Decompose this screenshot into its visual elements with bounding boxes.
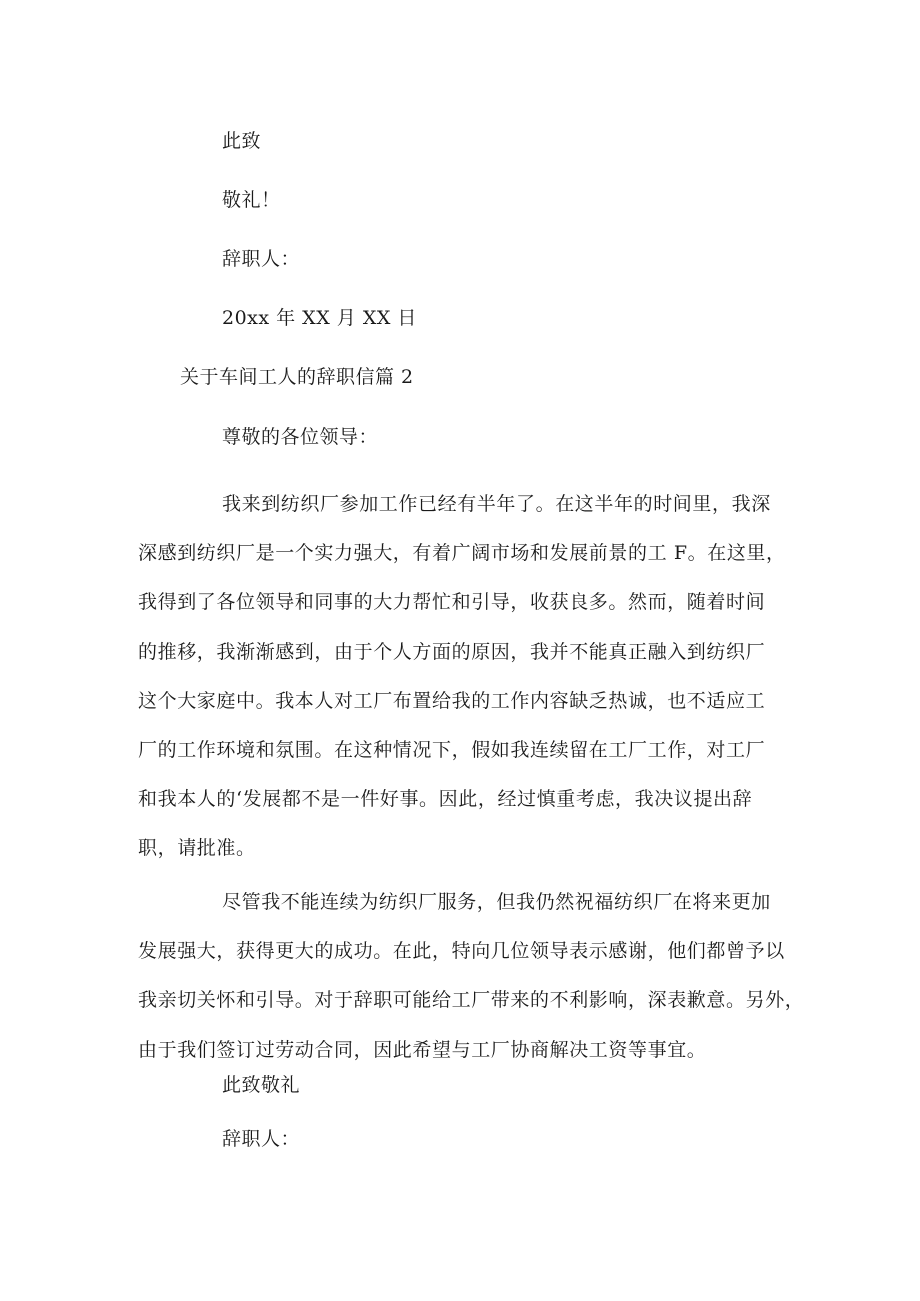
- paragraph-line: 我亲切关怀和引导。对于辞职可能给工厂带来的不利影响，深表歉意。另外，: [138, 989, 805, 1012]
- paragraph-line: 这个大家庭中。我本人对工厂布置给我的工作内容缺乏热诚，也不适应工: [138, 689, 766, 712]
- paragraph-line: 的推移，我渐渐感到，由于个人方面的原因，我并不能真正融入到纺织厂: [138, 640, 766, 663]
- paragraph-line: 我得到了各位领导和同事的大力帮忙和引导，收获良多。然而，随着时间: [138, 591, 766, 614]
- paragraph-line: 我来到纺织厂参加工作已经有半年了。在这半年的时间里，我深: [222, 493, 771, 515]
- paragraph-line: 厂的工作环境和氛围。在这种情况下，假如我连续留在工厂工作，对工厂: [138, 739, 766, 762]
- letter-closing: 此致敬礼: [222, 1074, 301, 1096]
- signer-label: 辞职人：: [222, 248, 301, 270]
- letter-signer: 辞职人：: [222, 1128, 301, 1150]
- letter-paragraph-2: [138, 878, 805, 1075]
- letter-greeting: 尊敬的各位领导：: [222, 426, 379, 448]
- paragraph-line: 发展强大，获得更大的成功。在此，特向几位领导表示感谢，他们都曾予以: [138, 940, 785, 963]
- closing-salutation: 此致: [222, 130, 262, 152]
- paragraph-line: 职，请批准。: [138, 837, 256, 860]
- paragraph-line: 尽管我不能连续为纺织厂服务，但我仍然祝福纺织厂在将来更加: [222, 891, 771, 913]
- paragraph-line: 和我本人的‘发展都不是一件好事。因此，经过慎重考虑，我决议提出辞: [138, 788, 753, 811]
- letter-title: 关于车间工人的辞职信篇 2: [180, 366, 414, 388]
- letter-date: 20xx 年 XX 月 XX 日: [222, 307, 417, 329]
- paragraph-line: 由于我们签订过劳动合同，因此希望与工厂协商解决工资等事宜。: [138, 1038, 707, 1061]
- letter-paragraph-1: [138, 480, 786, 874]
- closing-respect: 敬礼！: [222, 189, 281, 211]
- paragraph-line: 深感到纺织厂是一个实力强大，有着广阔市场和发展前景的工 F。在这里，: [138, 542, 786, 565]
